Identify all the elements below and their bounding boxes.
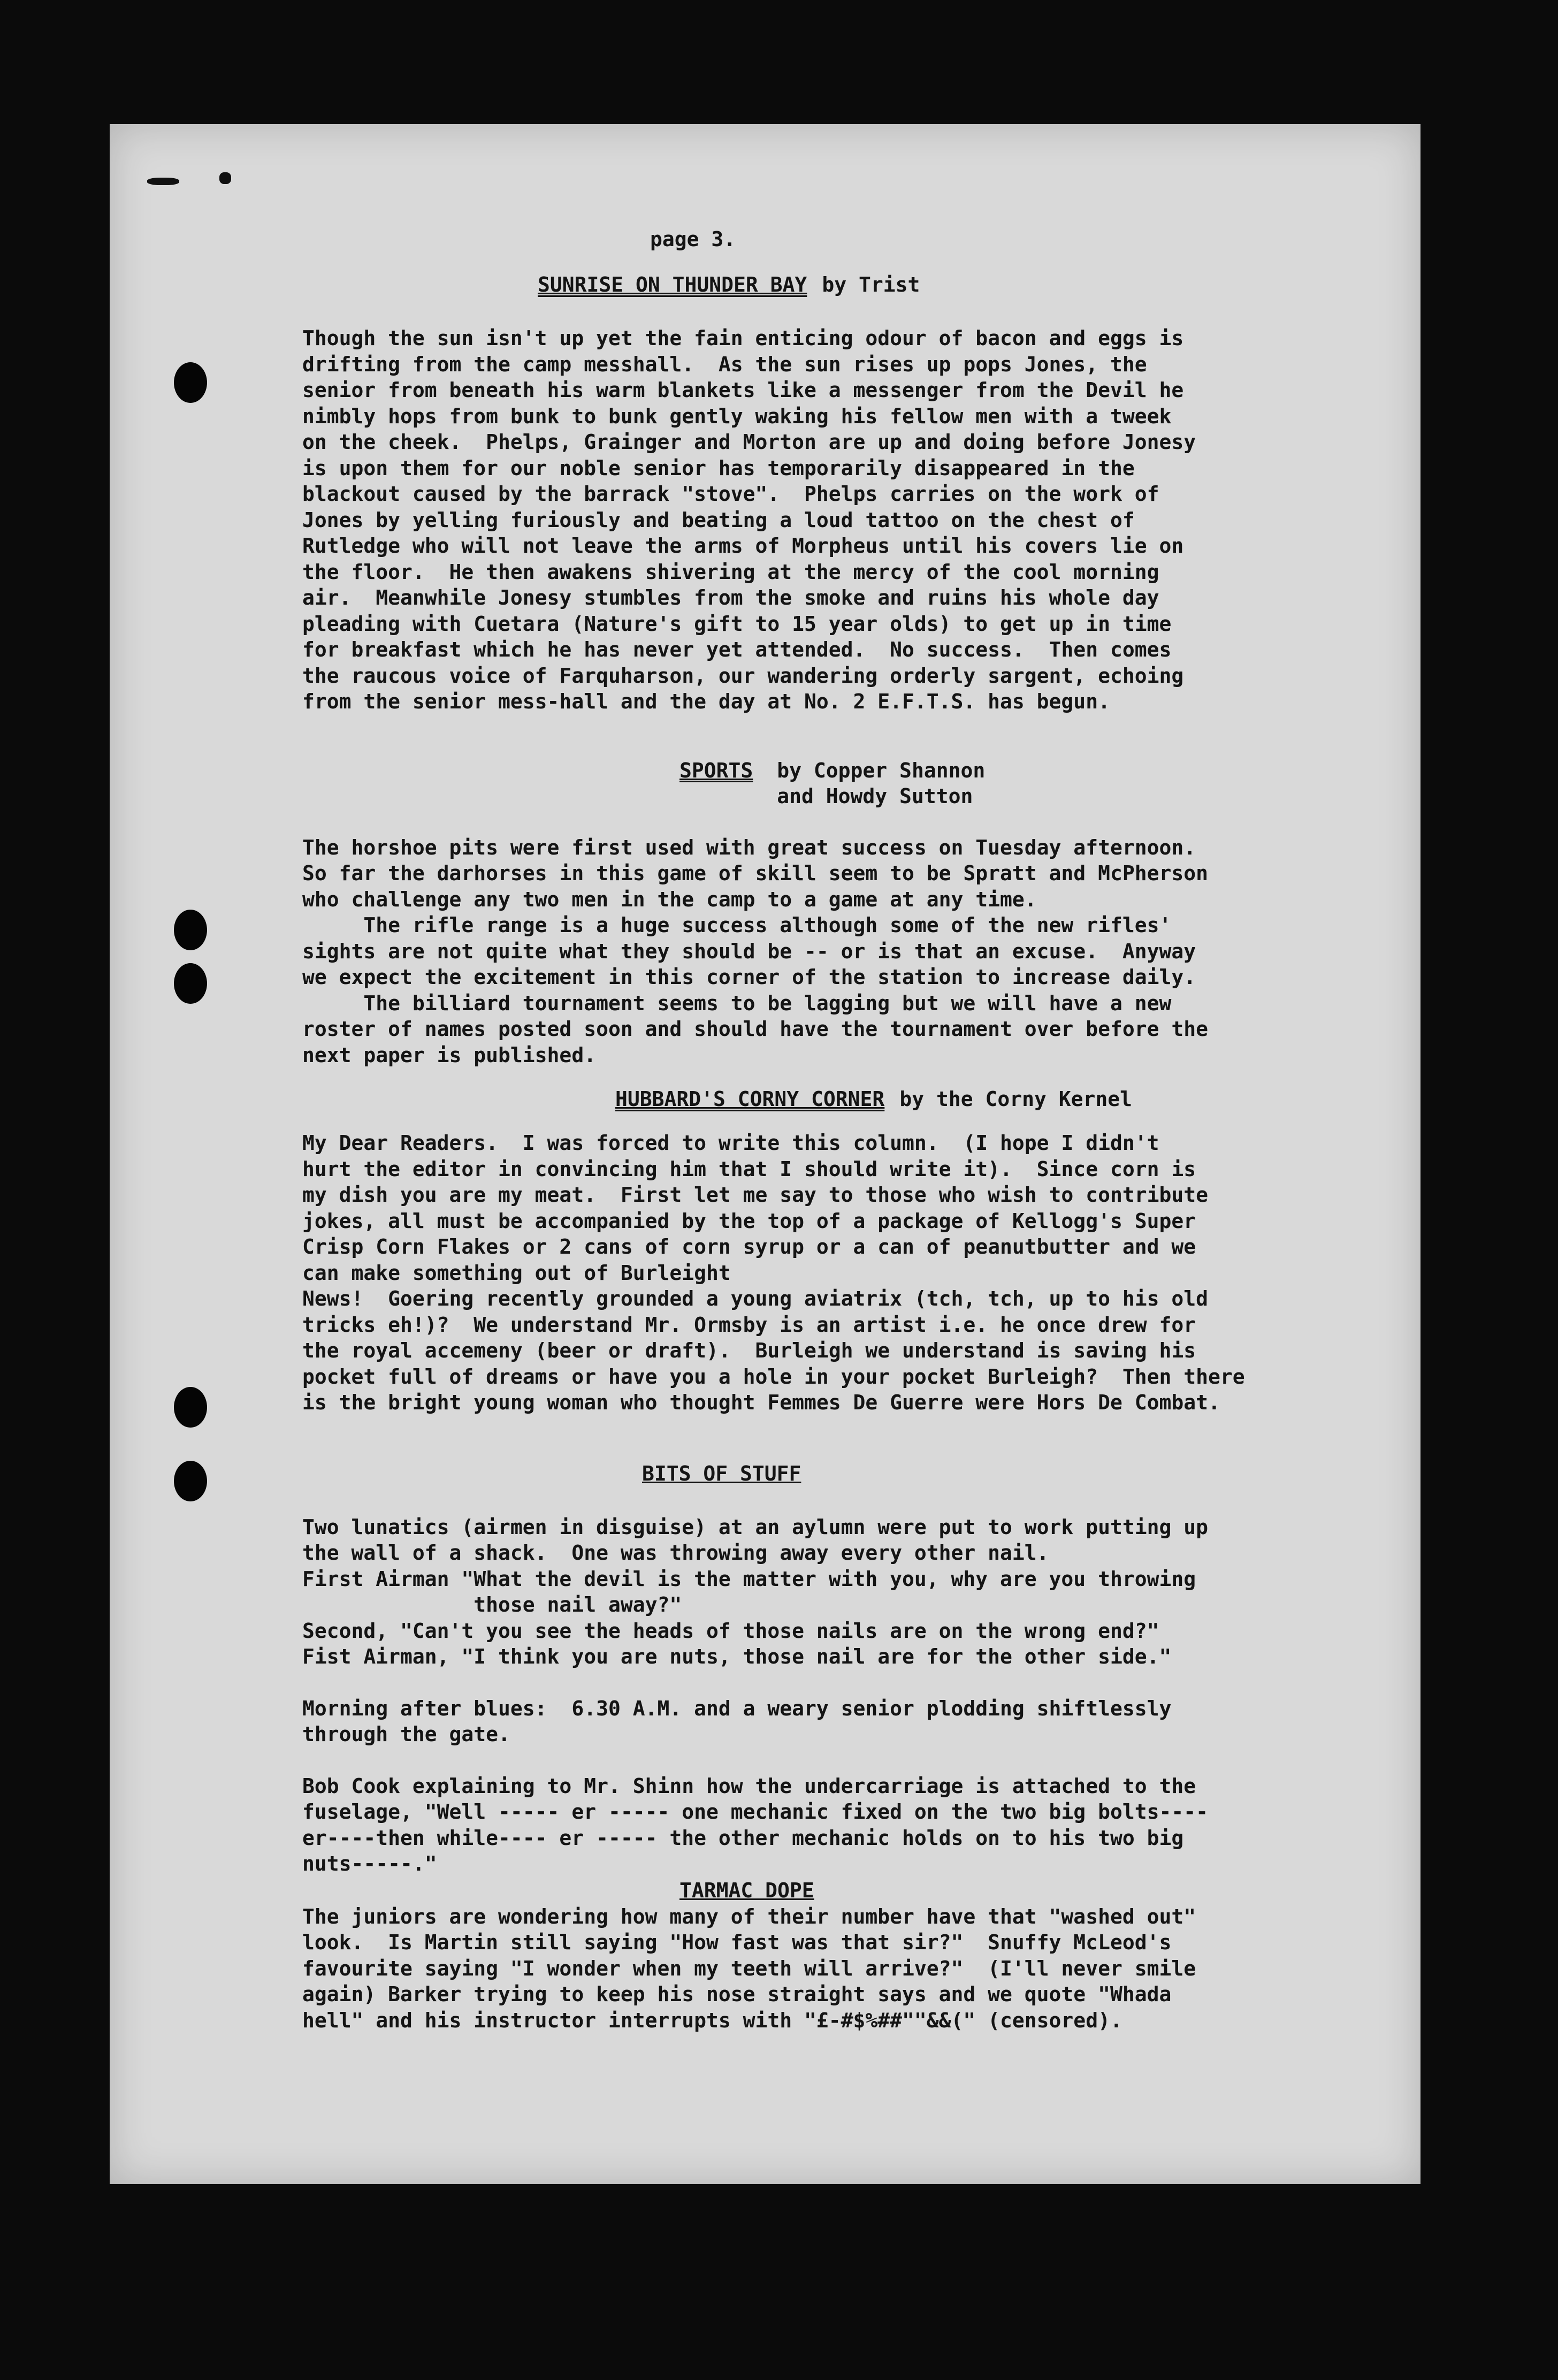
bits-body-1: Two lunatics (airmen in disguise) at an aylumn were put to work putting up the wall of a shack. One was throwing away every other nail. First Airman "What the devil is the matter with you, why are you throwing those nail away?" Second, "Can't you see the heads of those nails are on the wrong end?" Fist Airman, "I think you are nuts, those nail are for the other side." <box>302 1515 1208 1668</box>
sunrise-byline: by Trist <box>822 273 920 296</box>
bits-body-2: Morning after blues: 6.30 A.M. and a weary senior plodding shiftlessly through the gate. <box>302 1696 1172 1746</box>
bits-body-3: Bob Cook explaining to Mr. Shinn how the undercarriage is attached to the fuselage, "Well ----- er ----- one mechanic fixed on the two big bolts---- er----then while---- er ----- the other mechanic holds on to his two big nuts-----." <box>302 1774 1208 1875</box>
tarmac-title: TARMAC DOPE <box>679 1878 814 1902</box>
punch-hole <box>174 1461 207 1501</box>
hubbard-byline: by the Corny Kernel <box>899 1087 1133 1111</box>
sunrise-heading <box>302 270 1319 300</box>
sports-title: SPORTS <box>679 758 753 782</box>
bits-title: BITS OF STUFF <box>642 1461 801 1485</box>
tarmac-heading <box>302 1877 1319 1904</box>
hubbard-body: My Dear Readers. I was forced to write this column. (I hope I didn't hurt the editor in convincing him that I should write it). Since corn is my dish you are my meat. First let me say to those who wish to contribute jokes, all must be accompanied by the top of a package of Kellogg's Super Crisp Corn Flakes or 2 cans of corn syrup or a can of peanutbutter and we can make something out of Burleight News! Goering recently grounded a young aviatrix (tch, tch, up to his old tricks eh!)? We understand Mr. Ormsby is an artist i.e. he once drew for the royal accemeny (beer or draft). Burleigh we understand is saving his pocket full of dreams or have you a hole in your pocket Burleigh? Then there is the bright young woman who thought Femmes De Guerre were Hors De Combat. <box>302 1131 1245 1414</box>
ink-speck <box>147 178 179 185</box>
sunrise-title: SUNRISE ON THUNDER BAY <box>538 273 807 296</box>
sports-body: The horshoe pits were first used with great success on Tuesday afternoon. So far the darhorses in this game of skill seem to be Spratt and McPherson who challenge any two men in the camp to a game at any time. The rifle range is a huge success although some of the new rifles' sights are not quite what they should be -- or is that an excuse. Anyway we expect the excitement in this corner of the station to increase daily. The billiard tournament seems to be lagging but we will have a new roster of names posted soon and should have the tournament over before the next paper is published. <box>302 835 1208 1067</box>
document-text <box>302 225 1319 2033</box>
sports-heading <box>302 758 1319 809</box>
tarmac-body: The juniors are wondering how many of their number have that "washed out" look. Is Martin still saying "How fast was that sir?" Snuffy McLeod's favourite saying "I wonder when my teeth will arrive?" (I'll never smile again) Barker trying to keep his nose straight says and we quote "Whada hell" and his instructor interrupts with "£-#$%##""&&(" (censored). <box>302 1904 1196 2032</box>
sports-byline-2: and Howdy Sutton <box>777 784 973 808</box>
hubbard-title: HUBBARD'S CORNY CORNER <box>615 1087 885 1111</box>
punch-hole <box>174 963 207 1004</box>
hubbard-heading <box>302 1084 1319 1114</box>
sunrise-body: Though the sun isn't up yet the fain enticing odour of bacon and eggs is drifting from the camp messhall. As the sun rises up pops Jones, the senior from beneath his warm blankets like a messenger from the Devil he nimbly hops from bunk to bunk gently waking his fellow men with a tweek on the cheek. Phelps, Grainger and Morton are up and doing before Jonesy is upon them for our noble senior has temporarily disappeared in the blackout caused by the barrack "stove". Phelps carries on the work of Jones by yelling furiously and beating a loud tattoo on the chest of Rutledge who will not leave the arms of Morpheus until his covers lie on the floor. He then awakens shivering at the mercy of the cool morning air. Meanwhile Jonesy stumbles from the smoke and ruins his whole day pleading with Cuetara (Nature's gift to 15 year olds) to get up in time for breakfast which he has never yet attended. No success. Then comes the raucous voice of Farquharson, our wandering orderly sargent, echoing from the senior mess-hall and the day at No. 2 E.F.T.S. has begun. <box>302 326 1196 713</box>
punch-hole <box>174 910 207 950</box>
page-number: page 3. <box>650 227 736 251</box>
bits-heading <box>302 1459 1319 1489</box>
punch-hole <box>174 1387 207 1428</box>
ink-speck <box>219 172 231 184</box>
sports-byline-1: by Copper Shannon <box>777 758 986 782</box>
punch-hole <box>174 362 207 403</box>
